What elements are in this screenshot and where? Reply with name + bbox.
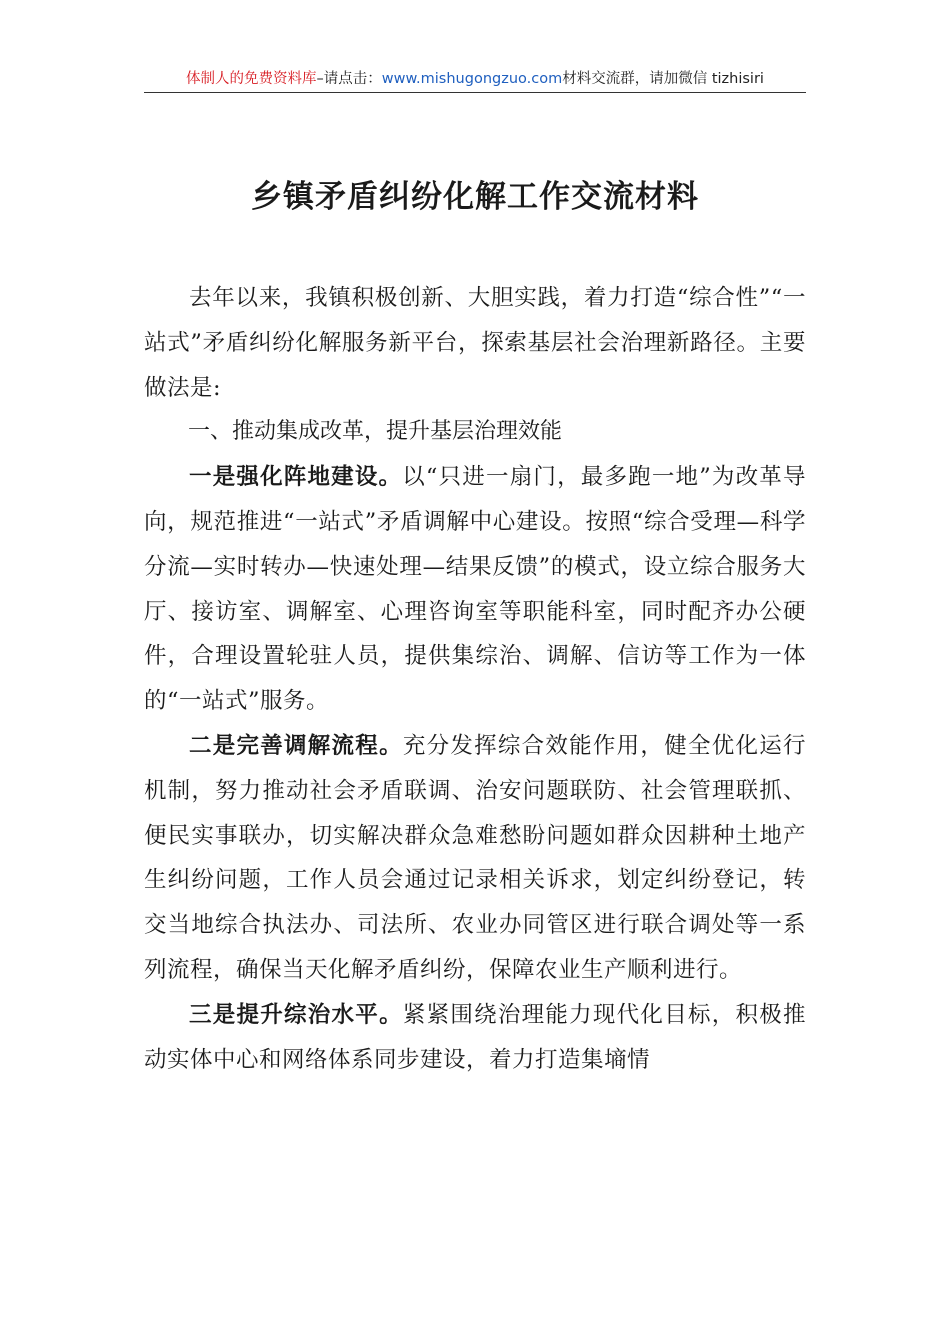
item-lead-3: 三是提升综治水平。 [189, 1001, 403, 1028]
header-prompt: –请点击： [316, 71, 382, 87]
page-header [144, 66, 806, 93]
item-body-2: 充分发挥综合效能作用，健全优化运行机制，努力推动社会矛盾联调、治安问题联防、社会管理联抓、便民实事联办，切实解决群众急难愁盼问题如群众因耕种土地产生纠纷问题，工作人员会通过记录相关诉求，划定纠纷登记，转交当地综合执法办、司法所、农业办同管区进行联合调处等一系列流程，确保当天化解矛盾纠纷，保障农业生产顺利进行。 [144, 732, 806, 983]
item-lead-2: 二是完善调解流程。 [189, 732, 403, 759]
item-paragraph-1 [144, 455, 806, 724]
header-site-name: 体制人的免费资料库 [186, 71, 317, 87]
header-url-link[interactable]: www.mishugongzuo.com [381, 71, 563, 87]
document-body [144, 276, 806, 1082]
header-group-text: 材料交流群，请加微信 tizhisiri [562, 71, 764, 87]
intro-paragraph: 去年以来，我镇积极创新、大胆实践，着力打造“综合性”“一站式”矛盾纠纷化解服务新平台，探索基层社会治理新路径。主要做法是: [144, 285, 806, 401]
document-title: 乡镇矛盾纠纷化解工作交流材料 [251, 179, 699, 215]
item-paragraph-2 [144, 724, 806, 993]
item-body-1: 以“只进一扇门，最多跑一地”为改革导向，规范推进“一站式”矛盾调解中心建设。按照“综合受理—科学分流—实时转办—快速处理—结果反馈”的模式，设立综合服务大厅、接访室、调解室、心理咨询室等职能科室，同时配齐办公硬件，合理设置轮驻人员，提供集综治、调解、信访等工作为一体的“一站式”服务。 [144, 464, 806, 715]
item-paragraph-3 [144, 993, 806, 1083]
section-heading-1: 一、推动集成改革，提升基层治理效能 [188, 419, 563, 445]
item-lead-1: 一是强化阵地建设。 [189, 464, 403, 491]
item-body-3: 紧紧围绕治理能力现代化目标，积极推动实体中心和网络体系同步建设，着力打造集墒情 [144, 1001, 806, 1073]
